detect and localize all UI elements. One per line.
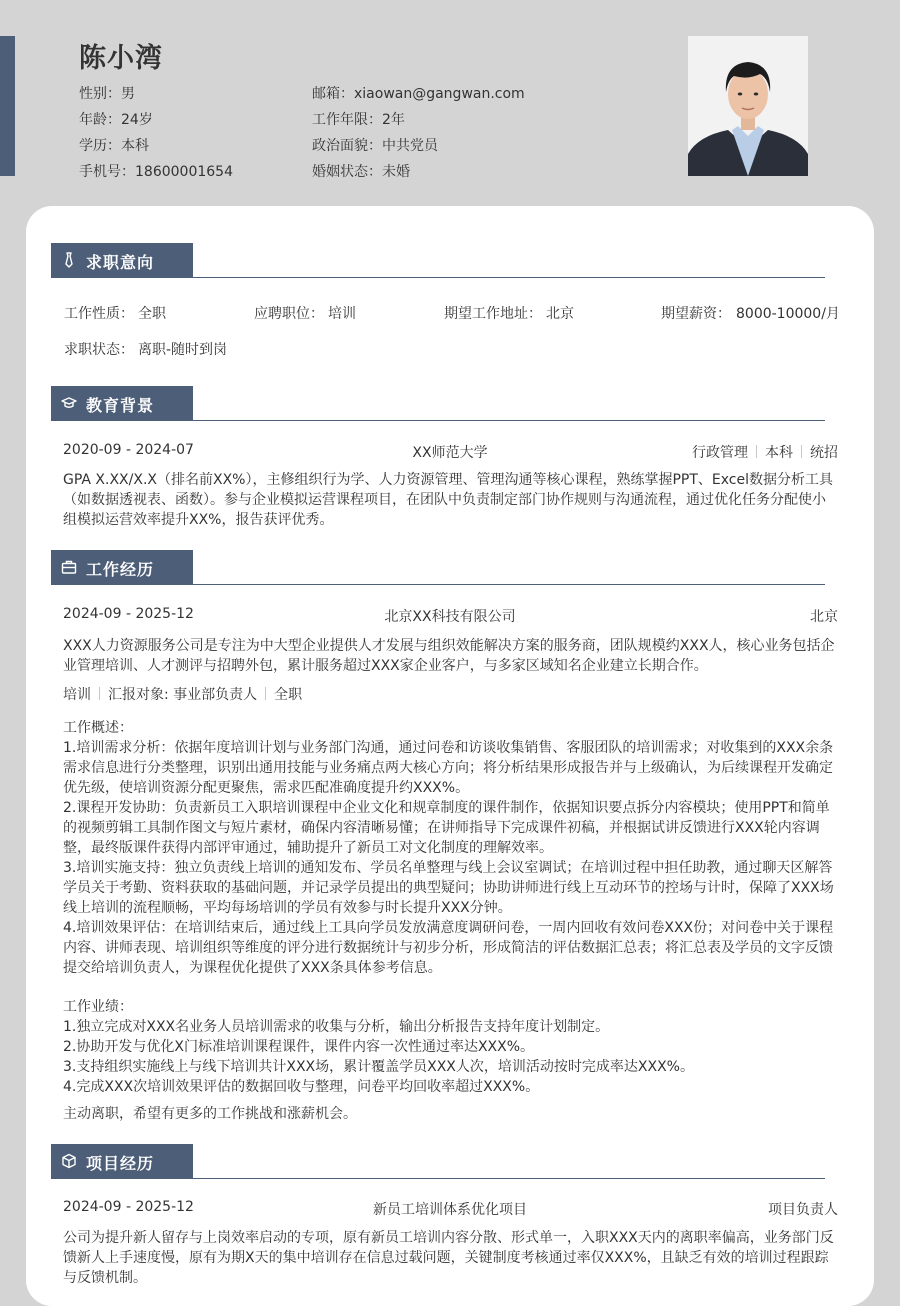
candidate-name: 陈小湾 [79,43,163,74]
section-tab [51,243,193,277]
work-date: 2024-09 - 2025-12 [63,606,194,622]
work-achievements [63,997,838,1097]
briefcase-icon [61,559,77,575]
divider [265,687,266,700]
info-age: 年龄：24岁 [79,112,153,128]
job-location-label: 期望工作地址： [444,306,542,322]
work-tag: 汇报对象: 事业部负责人 [108,687,258,703]
project-description: 公司为提升新人留存与上岗效率启动的专项，原有新员工培训内容分散、形式单一，入职XXX天内的离职率偏高，业务部门反馈新人上手速度慢，原有为期X天的集中培训存在信息过载问题，关键制度考核通过率仅XXX%，且缺乏有效的培训过程跟踪与反馈机制。 [63,1230,834,1286]
job-salary-value: 8000-10000/月 [736,306,840,322]
achievement-item: 1.独立完成对XXX名业务人员培训需求的收集与分析，输出分析报告支持年度计划制定。 [63,1019,610,1035]
work-company-desc: XXX人力资源服务公司是专注为中大型企业提供人才发展与组织效能解决方案的服务商，团队规模约XXX人，核心业务包括企业管理培训、人才测评与招聘外包，累计服务超过XXX家企业客户，与多家区域知名企业建立长期合作。 [63,638,835,674]
divider [801,445,802,458]
work-leave-reason: 主动离职，希望有更多的工作挑战和涨薪机会。 [63,1106,357,1122]
graduation-cap-icon [61,395,77,411]
project-name: 新员工培训体系优化项目 [373,1202,527,1218]
achievement-item: 4.完成XXX次培训效果评估的数据回收与整理，问卷平均回收率超过XXX%。 [63,1079,540,1095]
overview-title: 工作概述： [63,720,133,736]
edu-mode: 统招 [810,445,838,461]
accent-bar [0,36,15,176]
work-city: 北京 [810,609,838,625]
job-type-label: 工作性质： [64,306,134,322]
info-political: 政治面貌：中共党员 [312,138,438,154]
section-title: 求职意向 [86,253,155,272]
project-role: 项目负责人 [768,1202,838,1218]
work-overview [63,718,838,978]
work-tag: 全职 [274,687,303,703]
info-education: 学历：本科 [79,138,149,154]
info-work-years: 工作年限：2年 [312,112,405,128]
overview-item: 3.培训实施支持：独立负责线上培训的通知发布、学员名单整理与线上会议室调试；在培训过程中担任助教，通过聊天区解答学员关于考勤、资料获取的基础问题，并记录学员提出的典型疑问；协助讲师进行线上互动环节的控场与计时，保障了XXX场线上培训的流程顺畅，平均每场培训的学员有效参与时长提升XXX分钟。 [63,860,834,916]
work-company: 北京XX科技有限公司 [384,609,516,625]
section-title: 工作经历 [86,560,155,579]
edu-date: 2020-09 - 2024-07 [63,442,194,458]
work-tag: 培训 [63,687,91,703]
cube-icon [61,1153,77,1169]
info-gender: 性别：男 [79,86,135,102]
section-job-intent-header [51,243,825,278]
job-type-value: 全职 [138,306,166,322]
info-marital: 婚姻状态：未婚 [312,164,410,180]
job-salary-label: 期望薪资： [661,306,731,322]
job-position-label: 应聘职位： [254,306,324,322]
project-date: 2024-09 - 2025-12 [63,1199,194,1215]
overview-item: 4.培训效果评估：在培训结束后，通过线上工具向学员发放满意度调研问卷，一周内回收有效问卷XXX份；对问卷中关于课程内容、讲师表现、培训组织等维度的评分进行数据统计与初步分析，形成简洁的评估数据汇总表；将汇总表及学员的文字反馈提交给培训负责人，为课程优化提供了XXX条具体参考信息。 [63,920,834,976]
section-work-header [51,550,825,585]
profile-photo [688,36,808,176]
achievements-title: 工作业绩： [63,999,133,1015]
achievement-item: 3.支持组织实施线上与线下培训共计XXX场，累计覆盖学员XXX人次，培训活动按时完成率达XXX%。 [63,1059,694,1075]
edu-major: 行政管理 [692,445,748,461]
job-status-label: 求职状态： [64,342,134,358]
resume-card [26,206,874,1306]
overview-item: 1.培训需求分析：依据年度培训计划与业务部门沟通，通过问卷和访谈收集销售、客服团队的培训需求；对收集到的XXX余条需求信息进行分类整理，识别出通用技能与业务痛点两大核心方向；将分析结果形成报告并与上级确认，为后续课程开发确定优先级，使培训资源分配更聚焦，需求匹配准确度提升约XXX%。 [63,740,834,796]
overview-item: 2.课程开发协助：负责新员工入职培训课程中企业文化和规章制度的课件制作，依据知识要点拆分内容模块；使用PPT和简单的视频剪辑工具制作图文与短片素材，确保内容清晰易懂；在讲师指导下完成课件初稿，并根据试讲反馈进行XXX轮内容调整，最终版课件获得内部评审通过，辅助提升了新员工对文化制度的理解效率。 [63,800,830,856]
edu-description: GPA X.XX/X.X（排名前XX%），主修组织行为学、人力资源管理、管理沟通等核心课程，熟练掌握PPT、Excel数据分析工具（如数据透视表、函数）。参与企业模拟运营课程项目，在团队中负责制定部门协作规则与沟通流程，通过优化任务分配使小组模拟运营效率提升XX%，报告获评优秀。 [63,472,833,528]
achievement-item: 2.协助开发与优化X门标准培训课程课件，课件内容一次性通过率达XXX%。 [63,1039,535,1055]
job-location-value: 北京 [546,306,574,322]
job-position-value: 培训 [328,306,356,322]
edu-meta [692,442,838,462]
job-status-value: 离职-随时到岗 [138,342,228,358]
section-title: 项目经历 [86,1154,155,1173]
info-email: 邮箱：xiaowan@gangwan.com [312,86,525,102]
edu-school: XX师范大学 [412,445,488,461]
section-tab [51,1144,193,1178]
work-tags [63,684,302,704]
divider [756,445,757,458]
info-phone: 手机号：18600001654 [79,164,233,180]
divider [99,687,100,700]
section-tab [51,550,193,584]
tie-icon [61,252,77,268]
edu-degree: 本科 [765,445,793,461]
section-project-header [51,1144,825,1179]
section-tab [51,386,193,420]
section-title: 教育背景 [86,396,155,415]
section-education-header [51,386,825,421]
